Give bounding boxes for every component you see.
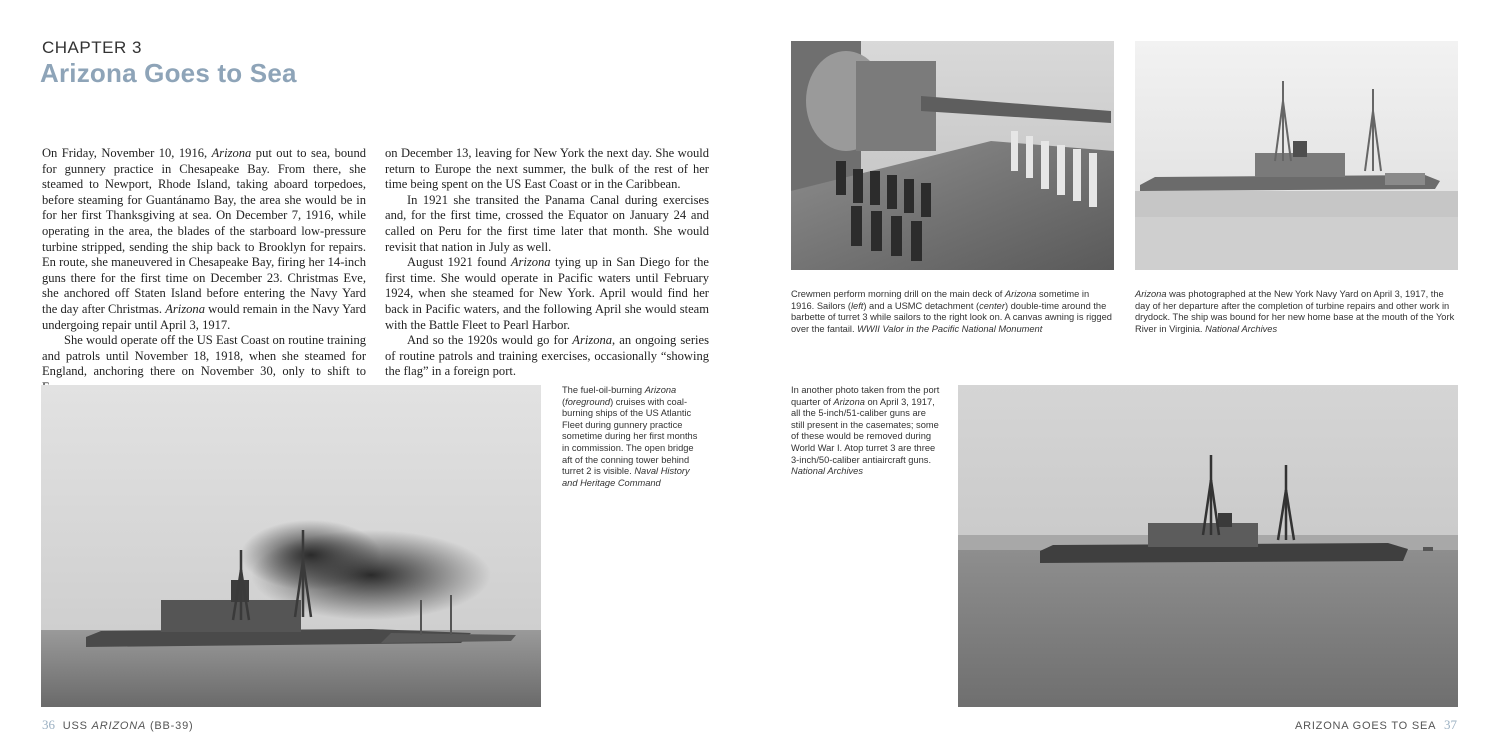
text-run: center — [979, 300, 1005, 311]
text-run: , an ongoing series of routine patrols and training exercises, occasionally “showing the flag” in a foreign port. — [385, 333, 709, 379]
text-run: put out to sea, bound for gunnery practice in Chesapeake Bay. From there, she steamed to Newport, Rhode Island, taking aboard torpedoes, before steaming for Guantánamo Bay, the area she would be in for her first Thanksgiving at sea. On December 7, 1916, while operating in the area, the blades of the starboard low-pressure turbine stripped, sending the ship back to Brooklyn for repairs. En route, she maneuvered in Chesapeake Bay, firing her 14-inch guns there for the first time on December 23. Christmas Eve, she anchored off Staten Island before entering the Navy Yard the day after Christmas. — [42, 146, 366, 316]
text-run: Arizona — [1004, 289, 1037, 299]
running-head-left-post: (BB-39) — [146, 720, 194, 732]
caption-fleet — [562, 385, 702, 489]
text-run: Crewmen perform morning drill on the main deck of — [791, 289, 1005, 299]
chapter-title: Arizona Goes to Sea — [40, 58, 297, 88]
text-run: In 1921 she transited the Panama Canal during exercises and, for the first time, crossed the Equator on January 24 and called on Peru for the first time later that month. She would revisit that nation in July as well. — [385, 192, 709, 254]
text-run: ) and a USMC detachment ( — [863, 300, 980, 311]
text-run: left — [850, 300, 864, 311]
photo-deck-drill — [791, 41, 1114, 270]
text-run: Arizona — [644, 385, 677, 395]
caption-deck-drill — [791, 289, 1114, 335]
running-head-left-italic: ARIZONA — [91, 720, 147, 732]
text-run: National Archives — [1205, 323, 1278, 334]
text-run: was photographed at the New York Navy Yard on April 3, 1917, the day of her departure after the completion of turbine repairs and other work in drydock. The ship was bound for her new home base at the mouth of the York River in Virginia. — [1135, 289, 1455, 334]
body-paragraph — [42, 146, 366, 333]
text-run: Arizona — [510, 255, 551, 270]
chapter-label: CHAPTER 3 — [42, 38, 142, 57]
text-run: Arizona — [211, 146, 252, 160]
text-run: Arizona — [572, 333, 613, 348]
running-head-right: ARIZONA GOES TO SEA — [1294, 720, 1437, 732]
text-run: ) double-time around the barbette of turret 3 while sailors to the right look on. A canvas awning is rigged over the fantail. — [791, 300, 1112, 334]
text-run: foreground — [565, 396, 611, 407]
text-run: ( — [562, 396, 566, 407]
text-run: WWII Valor in the Pacific National Monument — [857, 323, 1043, 334]
page-number-right: 37 — [1444, 717, 1457, 732]
text-run: She would operate off the US East Coast on routine training and patrols until November 18, 1918, when she steamed for England, anchoring there on November 30, only to shift to — [42, 333, 366, 379]
text-run: National Archives — [791, 466, 863, 477]
text-run: Arizona — [165, 301, 205, 316]
photo-port-quarter — [958, 385, 1458, 707]
photo-fleet — [41, 385, 541, 707]
body-paragraph — [385, 193, 709, 255]
caption-port-quarter — [791, 385, 941, 478]
text-run: And so the 1920s would go for — [407, 333, 573, 348]
folio-right — [1295, 717, 1457, 733]
text-run: Naval History and Heritage Command — [562, 466, 690, 488]
photo-navy-yard — [1135, 41, 1458, 270]
folio-left — [42, 717, 193, 733]
text-run: ) cruises with coal-burning ships of the US Atlantic Fleet during gunnery practice sometime during her first months in commission. The open bridge aft of the conning tower behind turret 2 is visible. — [562, 396, 698, 477]
body-paragraph — [385, 333, 709, 380]
body-column-right — [385, 146, 709, 380]
text-run: Arizona — [833, 396, 865, 407]
text-run: sometime in 1916. Sailors ( — [791, 289, 1090, 311]
text-run: tying up in San Diego for the first time. She would operate in Pacific waters until February 1924, when she steamed for New York. April would find her back in Pacific waters, and the following April she would steam with the Battle Fleet to Pearl Harbor. — [385, 255, 709, 332]
page-number-left: 36 — [42, 717, 55, 732]
body-column-left — [42, 146, 366, 396]
text-run: would remain in the Navy Yard undergoing repair until April 3, 1917. — [42, 301, 366, 332]
text-run: On Friday, November 10, 1916, — [42, 146, 212, 160]
text-run: August 1921 found — [407, 255, 511, 270]
text-run: In another photo taken from the port quarter of — [791, 385, 940, 407]
body-paragraph — [385, 255, 709, 333]
text-run: on April 3, 1917, all the 5-inch/51-caliber guns are still present in the casemates; some of these would be removed during World War I. Atop turret 3 are three 3-inch/50-caliber antiaircraft guns. — [791, 396, 939, 465]
caption-navy-yard — [1135, 289, 1460, 335]
text-run: on December 13, leaving for New York the next day. She would return to Europe the next summer, the bulk of the rest of her time being spent on the US East Coast or in the Caribbean. — [385, 146, 709, 192]
text-run: Arizona — [1135, 289, 1167, 299]
body-paragraph — [385, 146, 709, 193]
running-head-left-pre: USS — [62, 720, 92, 732]
text-run: The fuel-oil-burning — [562, 385, 645, 395]
